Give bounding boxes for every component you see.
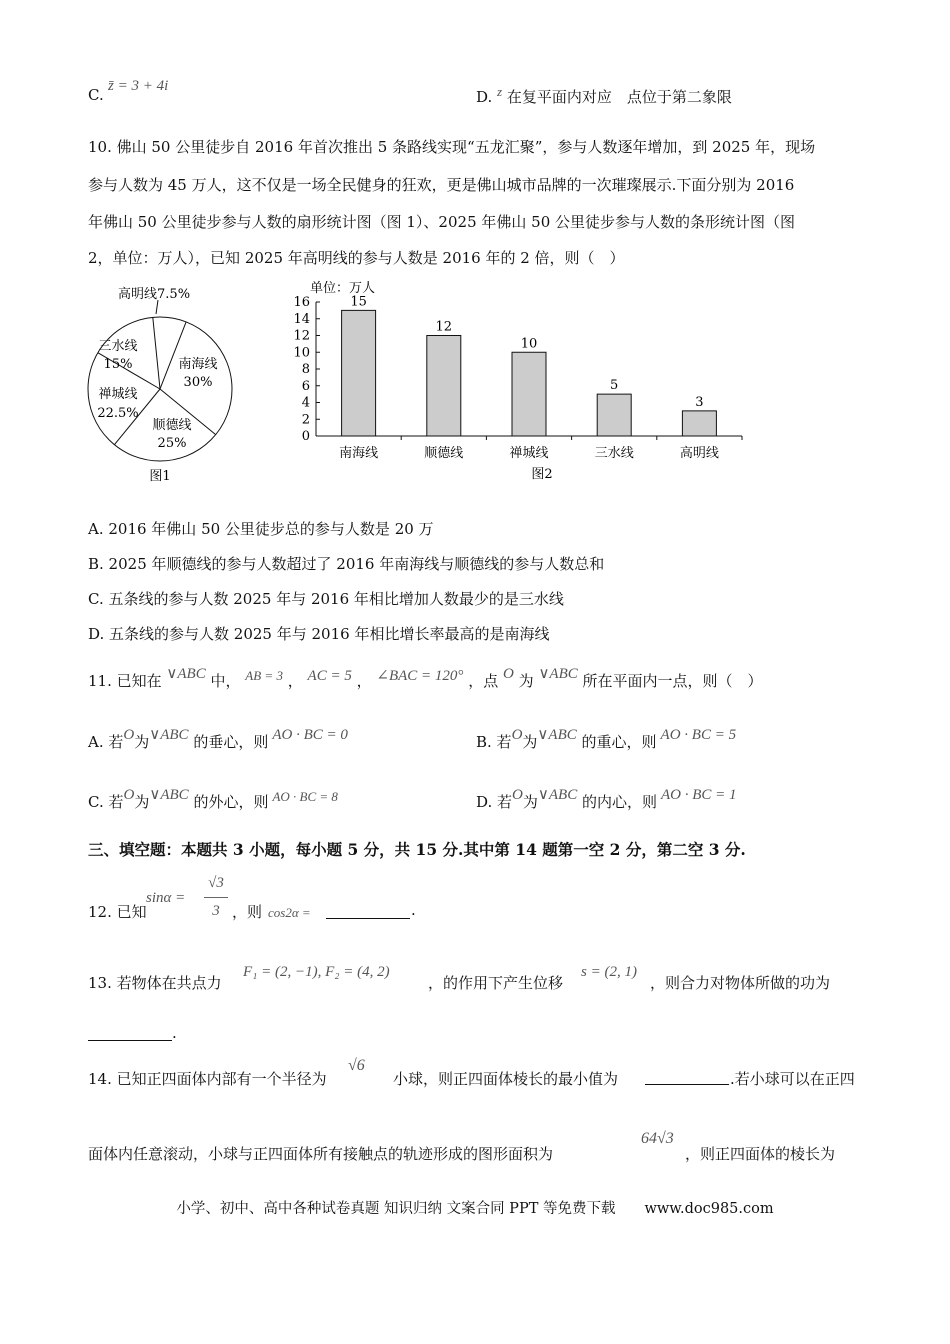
q12-cos: cos2α = [268,905,311,920]
q12-prefix: 12. 已知 [88,903,147,921]
q10-option-a: A. 2016 年佛山 50 公里徒步总的参与人数是 20 万 [88,520,434,538]
q11-option-c: C. 若O为∨ABC 的外心，则 AO · BC = 8 [88,787,338,811]
bar-chart-caption: 图2 [531,467,553,482]
q14-area: 64√3 [641,1130,674,1147]
pie-label-leader [156,300,158,314]
bar-chart-y-tick-label: 16 [293,295,310,310]
pie-label-nanhai-pct: 30% [183,375,213,390]
bar-0 [342,310,376,436]
pie-label-shunde-pct: 25% [157,436,187,451]
q11-triangle-2: ∨ABC [538,666,578,682]
q9-option-d: D. z 在复平面内对应 点位于第二象限 [476,84,732,106]
q12-fraction-bar [204,897,228,898]
q11-option-b: B. 若O为∨ABC 的重心，则 AO · BC = 5 [476,727,737,751]
q11-angle: ∠BAC = 120° [376,668,464,684]
q9-option-d-math: z [497,84,503,99]
q9-option-c: C. [88,86,104,104]
pie-caption: 图1 [149,469,171,484]
q14-line-2-end: ，则正四面体的棱长为 [685,1145,836,1163]
pie-label-chancheng-name: 禅城线 [98,387,138,402]
bar-chart-figure-2 [280,278,760,483]
q11-point-o: O [503,666,514,682]
q13-prefix: 13. 若物体在共点力 [88,974,222,992]
pie-chart-figure-1 [80,282,250,487]
bar-4 [682,411,716,436]
q10-line-2: 参与人数为 45 万人，这不仅是一场全民健身的狂欢，更是佛山城市品牌的一次璀璨展示.下面分别为 2016 [88,176,795,194]
q12-denominator: 3 [212,903,220,919]
pie-label-sanshui-pct: 15% [103,357,133,372]
bar-chart-y-tick-label: 10 [293,345,310,361]
q11-stem: 11. 已知在 ∨ABC 中， AB = 3 ， AC = 5 ， ∠BAC = 120° ，点 O 为 ∨ABC 所在平面内一点，则（ ） [88,666,763,690]
q9-option-c-math: z̄ = 3 + 4i [108,78,169,94]
bar-chart-unit-label: 单位：万人 [310,281,376,296]
q11-c-formula: AO · BC = 8 [272,789,338,804]
q10-option-b: B. 2025 年顺德线的参与人数超过了 2016 年南海线与顺德线的参与人数总和 [88,555,605,573]
q13-mid: ，的作用下产生位移 [428,974,564,992]
q12-numerator: √3 [208,875,224,891]
q12-answer-blank[interactable] [326,918,410,919]
q11-ac: AC = 5 [307,668,352,684]
q14-radius: √6 [348,1057,365,1074]
q12-sin: sinα = [146,890,186,906]
q10-line-4: 2，单位：万人），已知 2025 年高明线的参与人数是 2016 年的 2 倍，则（ ） [88,249,625,267]
q11-a-formula: AO · BC = 0 [272,727,348,743]
q13-displacement: s = (2, 1) [581,964,637,980]
q14-prefix: 14. 已知正四面体内部有一个半径为 [88,1070,327,1088]
q11-b-formula: AO · BC = 5 [660,727,737,743]
section-3-heading: 三、填空题：本题共 3 小题，每小题 5 分，共 15 分.其中第 14 题第一空 2 分，第二空 3 分. [88,840,746,859]
bar-chart-y-tick-label: 12 [293,328,310,344]
bar-chart-y-tick-label: 8 [301,362,310,377]
q13-answer-blank[interactable] [88,1040,172,1041]
q13-end: ，则合力对物体所做的功为 [650,974,831,992]
bar-category-label-4: 高明线 [679,446,719,461]
q11-option-d: D. 若O为∨ABC 的内心，则 AO · BC = 1 [476,787,737,811]
q14-mid2: .若小球可以在正四 [730,1070,855,1088]
bar-category-label-1: 顺德线 [424,446,464,461]
bar-chart-y-tick-label: 4 [301,395,310,411]
bar-chart-categories [339,436,742,461]
q14-mid: 小球，则正四面体棱长的最小值为 [393,1070,619,1088]
bar-1 [427,336,461,437]
bar-3 [597,394,631,436]
pie-label-chancheng-pct: 22.5% [97,406,139,421]
q10-line-3: 年佛山 50 公里徒步参与人数的扇形统计图（图 1）、2025 年佛山 50 公里徒步参与人数的条形统计图（图 [88,213,796,231]
bar-chart-y-tick-label: 14 [293,311,310,327]
bar-value-label-2: 10 [520,336,538,352]
q10-option-c: C. 五条线的参与人数 2025 年与 2016 年相比增加人数最少的是三水线 [88,590,564,608]
bar-chart-bars [342,310,717,436]
bar-value-label-4: 3 [695,394,704,410]
pie-label-sanshui-name: 三水线 [98,339,138,354]
pie-label-shunde-name: 顺德线 [152,418,192,433]
bar-chart-y-tick-label: 6 [301,378,310,394]
pie-label-gaoming: 高明线7.5% [118,287,191,302]
q14-answer-blank-1[interactable] [645,1084,729,1085]
q12-end: . [411,901,416,919]
bar-value-label-3: 5 [610,378,619,394]
page-footer: 小学、初中、高中各种试卷真题 知识归纳 文案合同 PPT 等免费下载 www.doc985.com [176,1201,774,1217]
bar-category-label-3: 三水线 [594,446,634,461]
q10-option-d: D. 五条线的参与人数 2025 年与 2016 年相比增长率最高的是南海线 [88,625,550,643]
q13-forces: F₁ = (2, −1), F₂ = (4, 2) [243,964,390,980]
bar-value-label-1: 12 [435,319,453,335]
bar-category-label-0: 南海线 [339,446,379,461]
q11-option-a: A. 若O为∨ABC 的垂心，则 AO · BC = 0 [88,727,348,751]
q12-mid: ，则 [232,903,263,921]
q14-line-2: 面体内任意滚动，小球与正四面体所有接触点的轨迹形成的图形面积为 [88,1145,554,1163]
bar-chart-y-tick-label: 2 [301,412,310,428]
bar-category-label-2: 禅城线 [509,446,549,461]
bar-chart-y-tick-label: 0 [301,429,310,444]
bar-2 [512,352,546,436]
q10-line-1: 10. 佛山 50 公里徒步自 2016 年首次推出 5 条路线实现“五龙汇聚”，参与人数逐年增加，到 2025 年，现场 [88,138,816,156]
q11-triangle-1: ∨ABC [166,666,206,682]
q11-d-formula: AO · BC = 1 [661,787,737,803]
pie-label-nanhai-name: 南海线 [178,357,218,372]
q11-ab: AB = 3 [245,668,283,683]
bar-value-label-0: 15 [350,294,367,310]
q13-end2: . [172,1024,177,1042]
